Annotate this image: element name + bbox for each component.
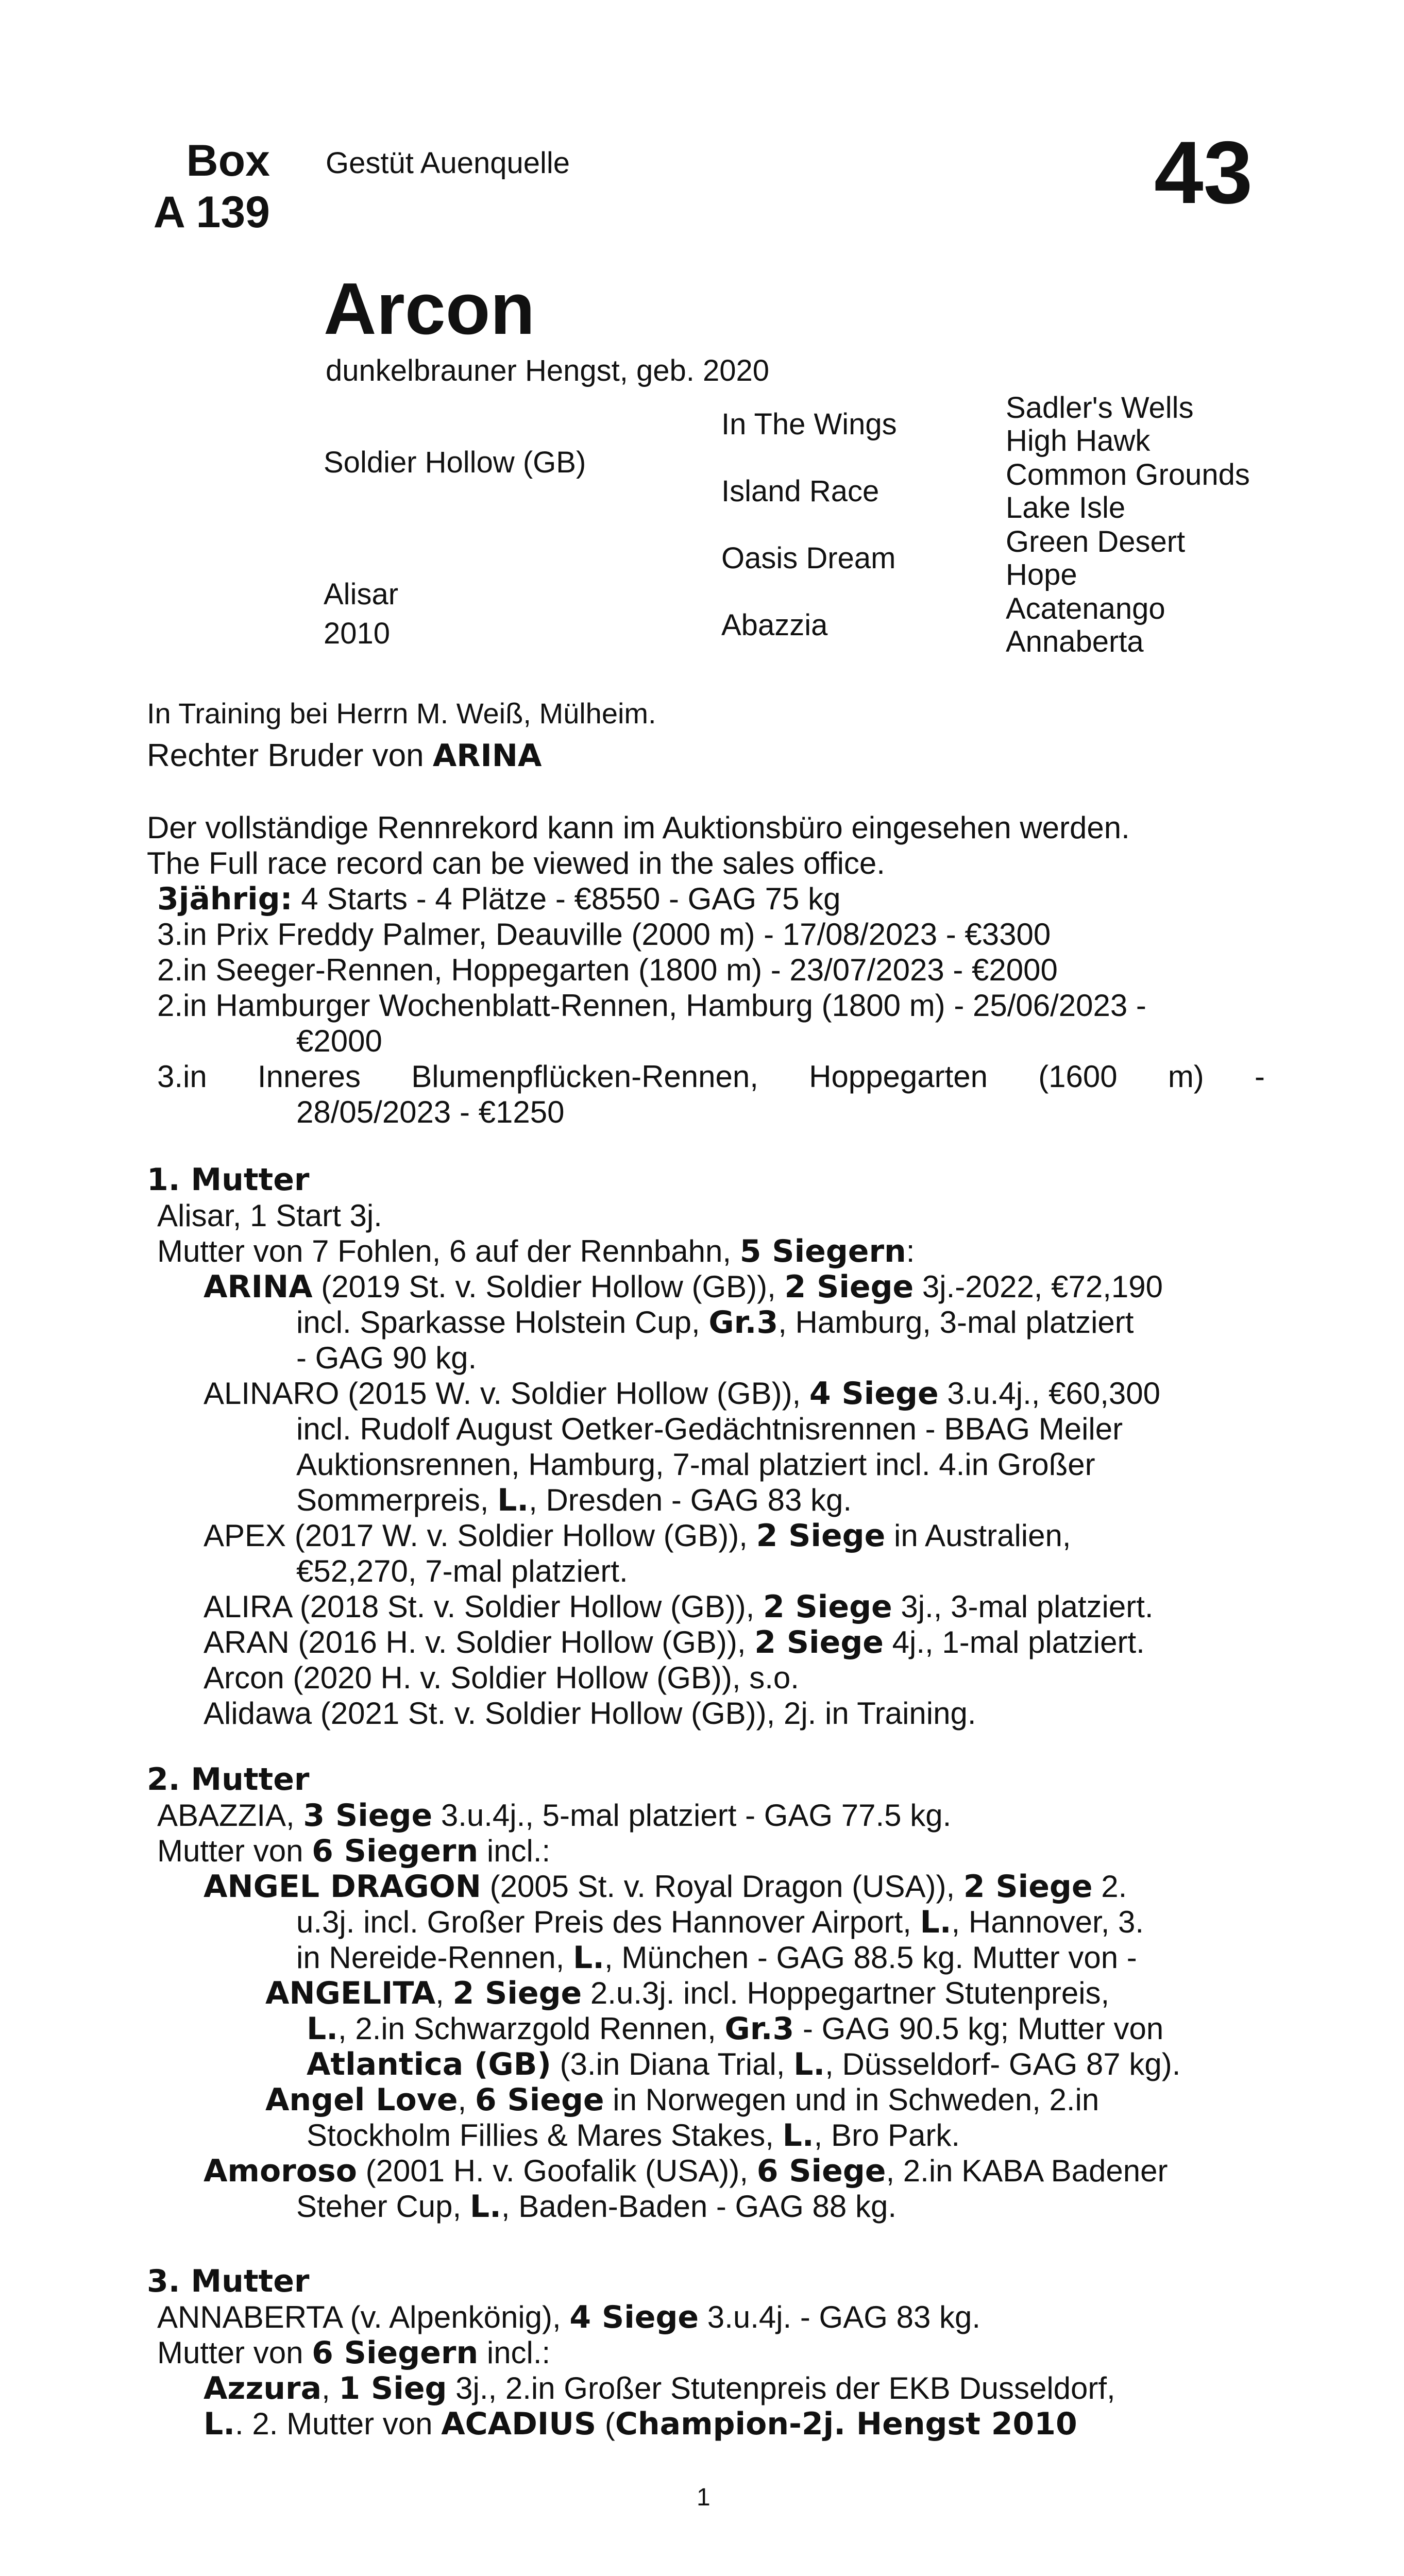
text: , 2.in Schwarzgold Rennen, (338, 2011, 725, 2046)
dam2-granddaughter-cont (147, 2046, 1265, 2082)
bold-text: L. (793, 2046, 825, 2082)
bold-text: 2 Siege (963, 1869, 1093, 1905)
text: 3j., 3-mal platziert. (892, 1589, 1154, 1624)
text: , 2.in KABA Badener (886, 2154, 1168, 2188)
progeny-name: Amoroso (204, 2153, 357, 2189)
pedigree-gen2: In The Wings (721, 408, 897, 441)
text: , Baden-Baden - GAG 88 kg. (501, 2189, 896, 2224)
progeny-name: Atlantica (GB) (307, 2046, 551, 2082)
text: (3.in Diana Trial, (551, 2047, 794, 2081)
text: (2001 H. v. Goofalik (USA)), (357, 2154, 757, 2188)
dam1-progeny (147, 1376, 1265, 1411)
progeny-name: ACADIUS (441, 2406, 597, 2442)
dam1-progeny (147, 1589, 1265, 1624)
bold-text: 4 Siege (809, 1376, 939, 1412)
bold-text: 2 Siege (763, 1589, 892, 1625)
bold-text: L. (497, 1482, 529, 1518)
text: Mutter von 7 Fohlen, 6 auf der Rennbahn, (157, 1234, 740, 1268)
text: 3j.-2022, €72,190 (914, 1269, 1163, 1304)
bold-text: 2 Siege (754, 1624, 884, 1660)
bold-text: L. (469, 2189, 501, 2225)
text: 3.u.4j. - GAG 83 kg. (699, 2300, 981, 2334)
bold-text: Gr.3 (708, 1304, 779, 1341)
record-note-de: Der vollständige Rennrekord kann im Auktionsbüro eingesehen werden. (147, 810, 1130, 845)
box-label (143, 135, 270, 238)
pedigree-gen3: Annaberta (1006, 625, 1144, 658)
dam2-heading: 2. Mutter (147, 1761, 310, 1798)
text: (2005 St. v. Royal Dragon (USA)), (481, 1869, 963, 1904)
text: 2.u.3j. incl. Hoppegartner Stutenpreis, (582, 1976, 1110, 2010)
text: ALIRA (2018 St. v. Soldier Hollow (GB)), (204, 1589, 763, 1624)
record-note-en: The Full race record can be viewed in the sales office. (147, 846, 885, 880)
text: 3.u.4j., 5-mal platziert - GAG 77.5 kg. (432, 1798, 952, 1833)
text: Mutter von (157, 1834, 312, 1868)
text: in Norwegen und in Schweden, 2.in (604, 2082, 1099, 2117)
text: , Bro Park. (814, 2118, 960, 2153)
dam3-section (147, 2264, 1265, 2442)
pedigree-gen2: Oasis Dream (721, 541, 896, 575)
text: incl.: (478, 2335, 551, 2370)
dam3-line (147, 2335, 1265, 2370)
dam2-line (147, 1798, 1265, 1833)
bold-text: 5 Siegern (739, 1233, 906, 1269)
pedigree-gen3: Hope (1006, 558, 1077, 591)
bold-text: 3 Siege (303, 1798, 433, 1834)
bold-text: L. (920, 1904, 952, 1940)
text: . 2. Mutter von (235, 2406, 442, 2441)
bold-text: Gr.3 (724, 2011, 794, 2047)
bold-text: L. (782, 2117, 814, 2154)
pedigree-gen3: Green Desert (1006, 525, 1186, 558)
horse-name: Arcon (324, 268, 535, 350)
text: ABAZZIA, (157, 1798, 303, 1833)
record-race-line: 2.in Seeger-Rennen, Hoppegarten (1800 m) - 23/07/2023 - €2000 (157, 953, 1058, 987)
dam2-progeny (147, 1869, 1265, 1904)
sibling-name: ARINA (432, 738, 542, 774)
dam1-progeny (147, 1624, 1265, 1660)
bold-text: 4 Siege (569, 2299, 699, 2335)
record-word: 3.in (157, 1059, 207, 1094)
dam1-line: Alisar, 1 Start 3j. (157, 1198, 382, 1233)
dam1-progeny-cont: - GAG 90 kg. (296, 1341, 477, 1375)
text: APEX (2017 W. v. Soldier Hollow (GB)), (204, 1518, 756, 1553)
sibling-prefix: Rechter Bruder von (147, 738, 433, 773)
text: in Australien, (885, 1518, 1071, 1553)
progeny-name: Azzura (204, 2370, 322, 2406)
record-word: m) (1168, 1059, 1204, 1094)
dam1-line (147, 1233, 1265, 1269)
text: , (322, 2371, 339, 2405)
text: ARAN (2016 H. v. Soldier Hollow (GB)), (204, 1625, 755, 1659)
pedigree-gen3: Acatenango (1006, 592, 1165, 625)
text: : (906, 1234, 915, 1268)
text: 3.u.4j., €60,300 (938, 1376, 1160, 1411)
record-word: Inneres (257, 1059, 361, 1094)
dam1-section (147, 1162, 1265, 1731)
dam2-progeny-cont (147, 1904, 1265, 1940)
text: , München - GAG 88.5 kg. Mutter von - (604, 1940, 1137, 1975)
progeny-name: ANGELITA (265, 1975, 436, 2011)
stud-name: Gestüt Auenquelle (326, 146, 570, 180)
text: , Hamburg, 3-mal platziert (778, 1305, 1134, 1340)
lot-number: 43 (1154, 123, 1253, 222)
dam2-granddaughter-cont (147, 2117, 1265, 2153)
pedigree-gen3: High Hawk (1006, 424, 1151, 457)
text: Steher Cup, (296, 2189, 470, 2224)
training-note: In Training bei Herrn M. Weiß, Mülheim. (147, 697, 656, 730)
dam1-progeny: Alidawa (2021 St. v. Soldier Hollow (GB)), 2j. in Training. (204, 1696, 976, 1731)
dam1-heading: 1. Mutter (147, 1162, 310, 1198)
text: , (458, 2082, 475, 2117)
progeny-name: ARINA (204, 1269, 313, 1305)
record-word: Hoppegarten (809, 1059, 988, 1094)
text: in Nereide-Rennen, (296, 1940, 573, 1975)
record-race-line-justified (147, 1059, 1265, 1094)
text: , Hannover, 3. (951, 1905, 1144, 1939)
bold-text: 2 Siege (756, 1518, 886, 1554)
pedigree-gen3: Lake Isle (1006, 491, 1126, 524)
progeny-name: ANGEL DRAGON (204, 1869, 481, 1905)
text: , Dresden - GAG 83 kg. (529, 1483, 852, 1517)
bold-text: 6 Siege (475, 2082, 604, 2118)
bold-text: Champion-2j. Hengst 2010 (615, 2406, 1077, 2442)
bold-text: L. (307, 2011, 339, 2047)
dam1-progeny (147, 1269, 1265, 1304)
text: 4j., 1-mal platziert. (883, 1625, 1145, 1659)
pedigree-dam: Alisar (324, 578, 399, 611)
race-record (147, 810, 1265, 1130)
dam3-line (147, 2299, 1265, 2335)
text: Stockholm Fillies & Mares Stakes, (307, 2118, 783, 2153)
text: u.3j. incl. Großer Preis des Hannover Airport, (296, 1905, 920, 1939)
bold-text: 1 Sieg (339, 2370, 447, 2406)
record-race-line: €2000 (296, 1024, 382, 1058)
record-summary-text: 4 Starts - 4 Plätze - €8550 - GAG 75 kg (292, 882, 841, 916)
dam1-progeny (147, 1518, 1265, 1553)
dam2-granddaughter-cont (147, 2011, 1265, 2046)
pedigree-gen3: Sadler's Wells (1006, 391, 1194, 425)
dam2-line (147, 1833, 1265, 1869)
text: ( (596, 2406, 615, 2441)
box-number: A 139 (153, 188, 270, 237)
dam3-progeny (147, 2370, 1265, 2406)
text: ALINARO (2015 W. v. Soldier Hollow (GB)), (204, 1376, 809, 1411)
dam2-granddaughter (147, 2082, 1265, 2117)
bold-text: L. (572, 1940, 605, 1976)
record-summary (147, 881, 1265, 917)
dam3-progeny-cont (147, 2406, 1265, 2442)
pedigree-sire: Soldier Hollow (GB) (324, 446, 586, 479)
dam3-heading: 3. Mutter (147, 2263, 310, 2299)
horse-description: dunkelbrauner Hengst, geb. 2020 (326, 354, 769, 387)
bold-text: 2 Siege (784, 1269, 914, 1305)
bold-text: 6 Siegern (312, 1833, 479, 1869)
dam2-granddaughter (147, 1975, 1265, 2011)
text: incl. Sparkasse Holstein Cup, (296, 1305, 709, 1340)
pedigree-gen3: Common Grounds (1006, 458, 1250, 492)
text: , Düsseldorf- GAG 87 kg). (825, 2047, 1181, 2081)
dam1-progeny: Arcon (2020 H. v. Soldier Hollow (GB)), s.o. (204, 1660, 799, 1695)
bold-text: 2 Siege (452, 1975, 582, 2011)
text: (2019 St. v. Soldier Hollow (GB)), (312, 1269, 785, 1304)
box-label-text: Box (186, 136, 270, 185)
dam2-progeny-cont (147, 2189, 1265, 2224)
dam1-progeny-cont: incl. Rudolf August Oetker-Gedächtnisrennen - BBAG Meiler (296, 1412, 1123, 1446)
text: - GAG 90.5 kg; Mutter von (794, 2011, 1164, 2046)
dam1-progeny-cont (147, 1482, 1265, 1518)
bold-text: 6 Siegern (312, 2335, 479, 2371)
record-age-label: 3jährig: (157, 881, 293, 917)
bold-text: L. (204, 2406, 235, 2442)
dam2-progeny (147, 2153, 1265, 2189)
text: incl.: (478, 1834, 551, 1868)
record-race-line: 2.in Hamburger Wochenblatt-Rennen, Hamburg (1800 m) - 25/06/2023 - (157, 988, 1146, 1023)
dam1-progeny-cont (147, 1304, 1265, 1340)
dam2-section (147, 1762, 1265, 2224)
pedigree-gen2: Island Race (721, 474, 879, 508)
pedigree-dam-year: 2010 (324, 617, 391, 650)
record-word: Blumenpflücken-Rennen, (411, 1059, 758, 1094)
page-number: 1 (697, 2484, 711, 2511)
record-race-line: 28/05/2023 - €1250 (296, 1095, 565, 1129)
dam1-progeny-cont: Auktionsrennen, Hamburg, 7-mal platziert incl. 4.in Großer (296, 1447, 1095, 1482)
text: ANNABERTA (v. Alpenkönig), (157, 2300, 570, 2334)
text: 3j., 2.in Großer Stutenpreis der EKB Dusseldorf, (447, 2371, 1115, 2405)
record-word: - (1254, 1059, 1265, 1094)
text: Mutter von (157, 2335, 312, 2370)
dam2-progeny-cont (147, 1940, 1265, 1975)
dam1-progeny-cont: €52,270, 7-mal platziert. (296, 1554, 628, 1588)
record-word: (1600 (1038, 1059, 1118, 1094)
bold-text: 6 Siege (756, 2153, 886, 2189)
text: Sommerpreis, (296, 1483, 498, 1517)
record-race-line: 3.in Prix Freddy Palmer, Deauville (2000 m) - 17/08/2023 - €3300 (157, 917, 1051, 952)
sibling-note (147, 738, 542, 774)
text: , (435, 1976, 453, 2010)
pedigree-gen2: Abazzia (721, 608, 828, 642)
progeny-name: Angel Love (265, 2082, 458, 2118)
text: 2. (1092, 1869, 1127, 1904)
